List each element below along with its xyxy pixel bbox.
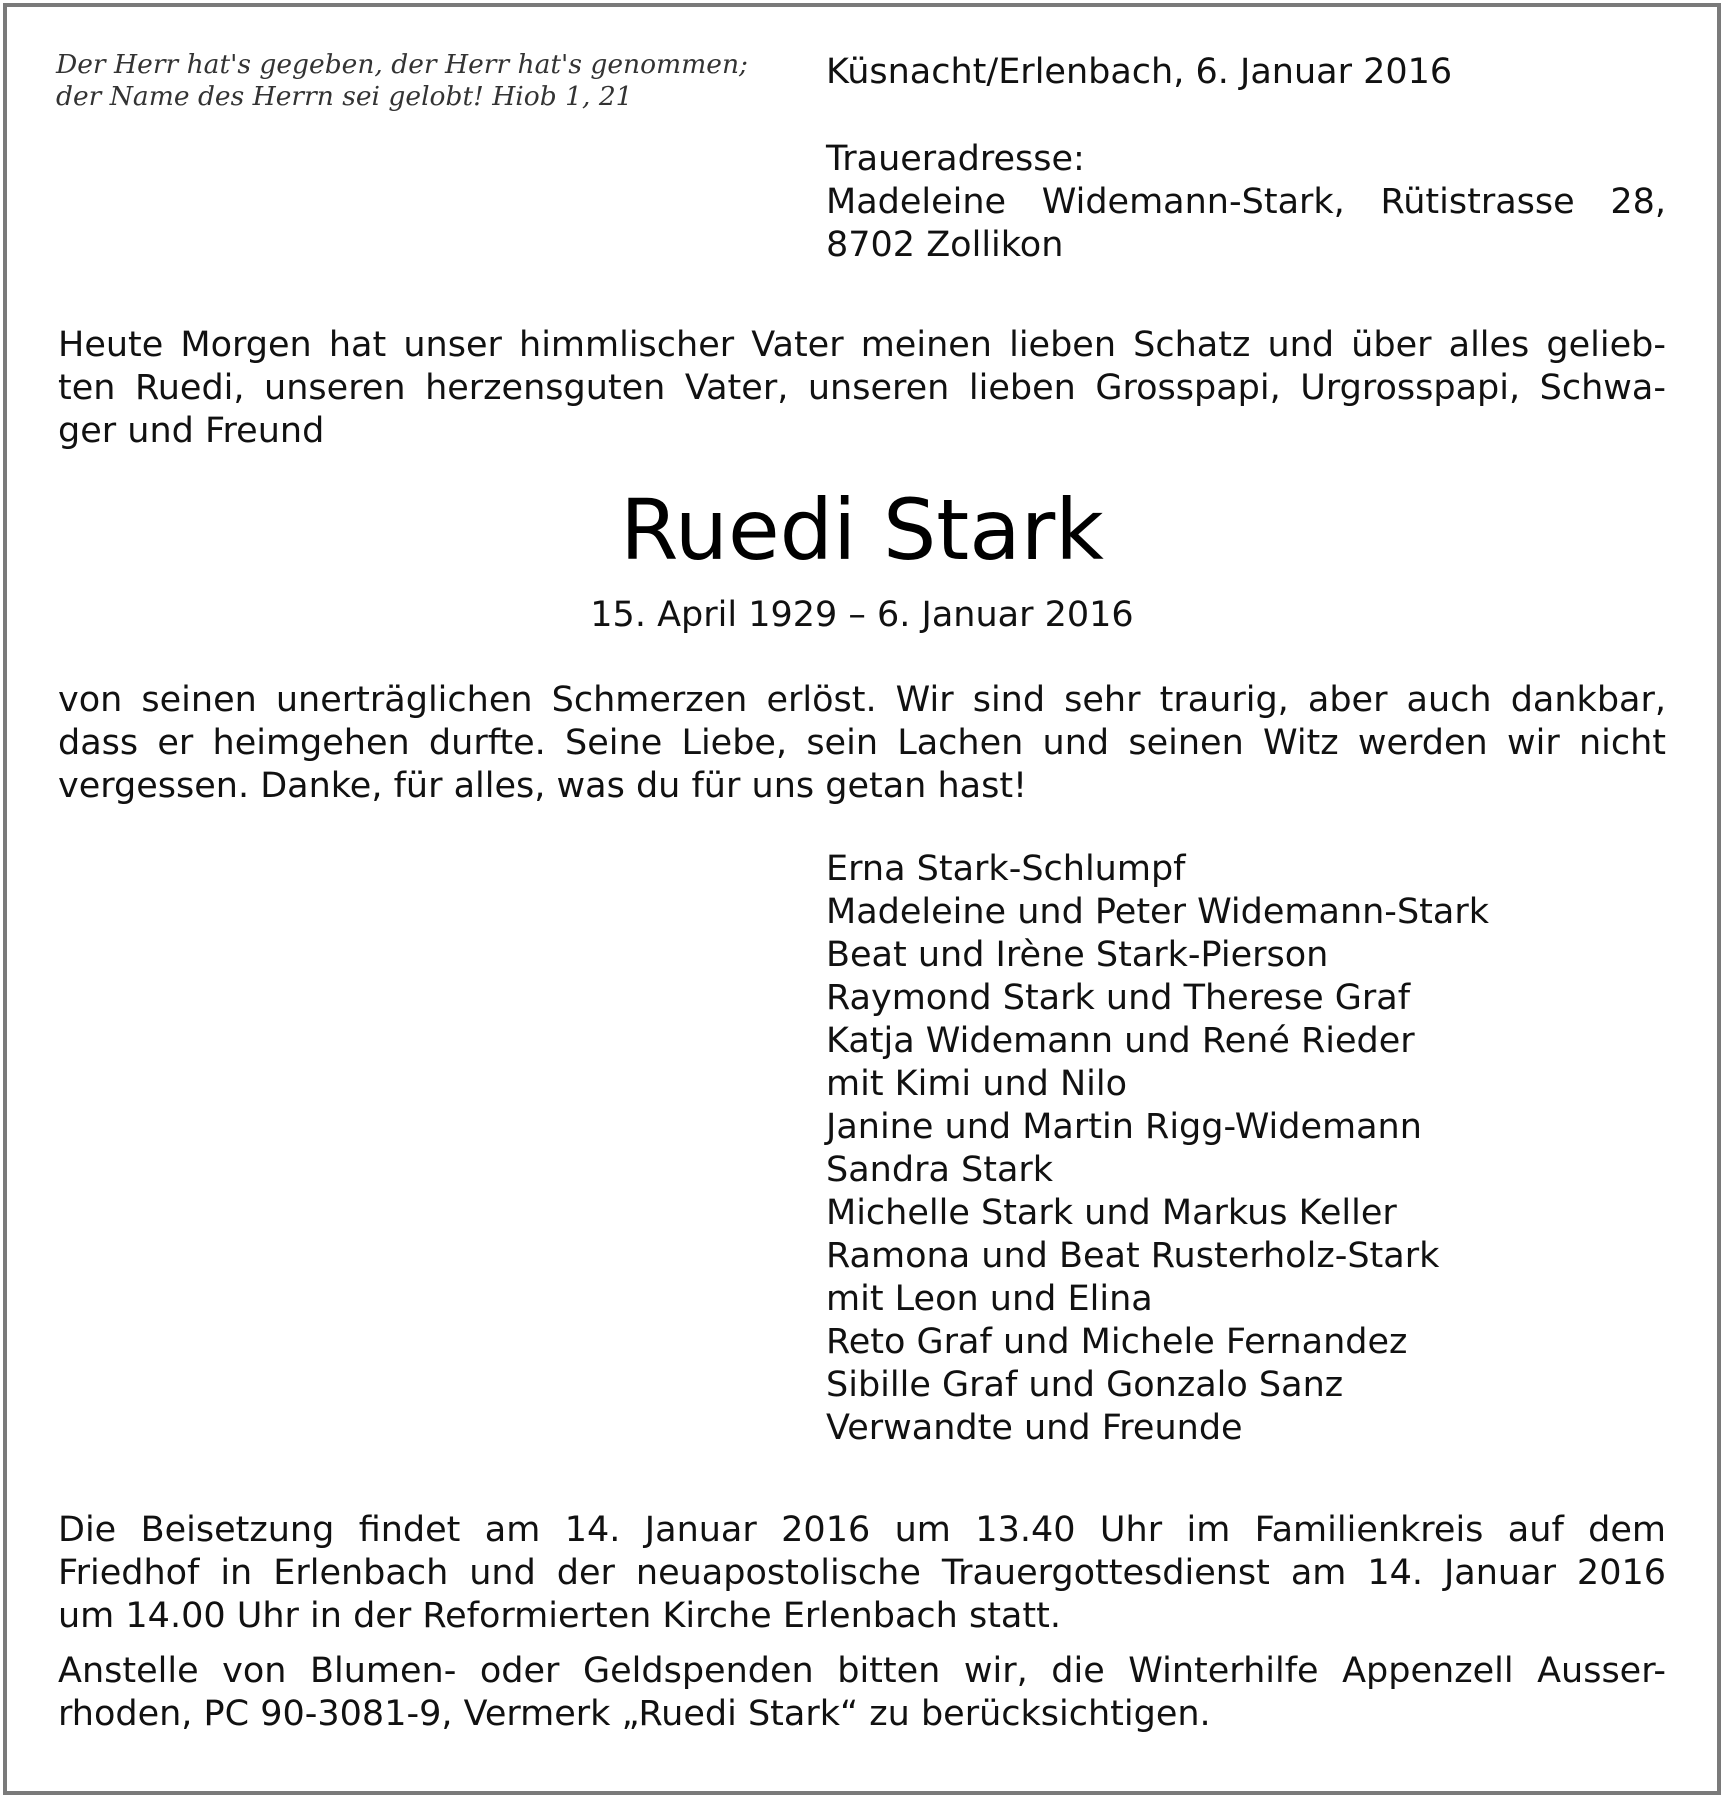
donation-paragraph: [58, 1650, 1666, 1736]
intro-line: ten Ruedi, unseren herzensguten Vater, unseren lieben Grosspapi, Urgrosspapi, Schwa-: [58, 368, 1666, 408]
mourner-name: Katja Widemann und René Rieder: [826, 1021, 1415, 1061]
funeral-paragraph: [58, 1509, 1666, 1638]
donation-line: Anstelle von Blumen- oder Geldspenden bitten wir, die Winterhilfe Appenzell Ausser-: [58, 1651, 1666, 1691]
place-date: Küsnacht/Erlenbach, 6. Januar 2016: [826, 52, 1453, 92]
bible-quote-line: Der Herr hat's gegeben, der Herr hat's genommen;: [56, 49, 748, 80]
mourner-name: Erna Stark-Schlumpf: [826, 849, 1186, 889]
intro-paragraph: [58, 324, 1666, 453]
mourner-name: Verwandte und Freunde: [826, 1408, 1243, 1448]
donation-line: rhoden, PC 90-3081-9, Vermerk „Ruedi Stark“ zu berücksichtigen.: [58, 1694, 1211, 1734]
mourner-name: Janine und Martin Rigg-Widemann: [826, 1107, 1422, 1147]
mourner-name: Sibille Graf und Gonzalo Sanz: [826, 1365, 1344, 1405]
funeral-line: um 14.00 Uhr in der Reformierten Kirche Erlenbach statt.: [58, 1596, 1061, 1636]
message-paragraph: [58, 679, 1666, 808]
address-line: Madeleine Widemann-Stark, Rütistrasse 28,: [826, 182, 1666, 222]
mourning-address: [826, 138, 1666, 267]
mourner-name: Beat und Irène Stark-Pierson: [826, 935, 1329, 975]
mourner-name: Madeleine und Peter Widemann-Stark: [826, 892, 1489, 932]
mourner-name: Reto Graf und Michele Fernandez: [826, 1322, 1408, 1362]
life-dates: 15. April 1929 – 6. Januar 2016: [590, 595, 1134, 635]
message-line: von seinen unerträglichen Schmerzen erlöst. Wir sind sehr traurig, aber auch dankbar,: [58, 680, 1666, 720]
deceased-name: Ruedi Stark: [620, 481, 1104, 579]
mourner-name: Michelle Stark und Markus Keller: [826, 1193, 1397, 1233]
mourners-list: [826, 848, 1666, 1450]
address-label: Traueradresse:: [826, 139, 1085, 179]
message-line: vergessen. Danke, für alles, was du für uns getan hast!: [58, 766, 1028, 806]
message-line: dass er heimgehen durfte. Seine Liebe, sein Lachen und seinen Witz werden wir nicht: [58, 723, 1666, 763]
bible-quote: [56, 49, 776, 113]
funeral-line: Die Beisetzung findet am 14. Januar 2016 um 13.40 Uhr im Familienkreis auf dem: [58, 1510, 1666, 1550]
mourner-name: mit Kimi und Nilo: [826, 1064, 1128, 1104]
mourner-name: Ramona und Beat Rusterholz-Stark: [826, 1236, 1440, 1276]
intro-line: Heute Morgen hat unser himmlischer Vater meinen lieben Schatz und über alles gelieb-: [58, 325, 1666, 365]
mourner-name: Raymond Stark und Therese Graf: [826, 978, 1411, 1018]
mourner-name: mit Leon und Elina: [826, 1279, 1153, 1319]
mourner-name: Sandra Stark: [826, 1150, 1054, 1190]
intro-line: ger und Freund: [58, 411, 325, 451]
funeral-line: Friedhof in Erlenbach und der neuapostolische Trauergottesdienst am 14. Januar 2016: [58, 1553, 1666, 1593]
address-line: 8702 Zollikon: [826, 225, 1064, 265]
bible-quote-line: der Name des Herrn sei gelobt! Hiob 1, 21: [56, 81, 633, 112]
